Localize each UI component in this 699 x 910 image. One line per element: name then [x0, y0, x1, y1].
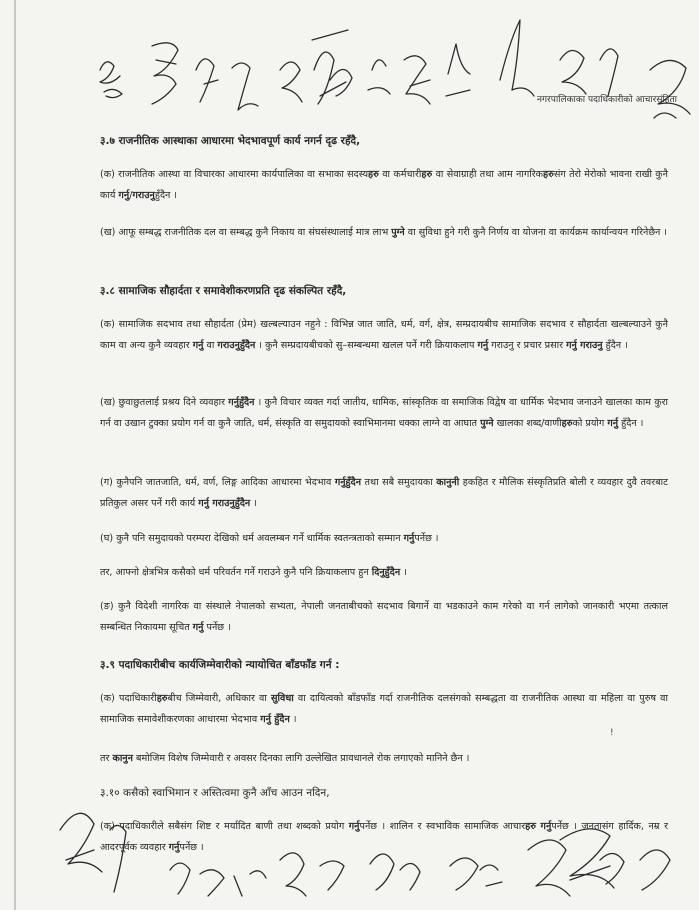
text-fragment: / — [129, 190, 133, 201]
text-fragment: हरु — [421, 169, 433, 180]
signatures-bottom — [0, 790, 699, 910]
text-fragment: गर्नुहुँदैन — [334, 477, 362, 488]
text-fragment: सुविधा — [271, 693, 294, 704]
para-3-9-tara — [100, 748, 668, 769]
text-fragment: (ख) छुवाछुतलाई प्रश्रय दिने व्यवहार — [100, 397, 229, 408]
text-fragment: (क) सामाजिक सदभाव तथा सौहार्दता (प्रेम) खल्बल्याउन नहुने : विभिन्न जात जाति, धर्म, वर्ग, क्षेत्र, सम्प्रदायबीच सामाजिक सदभाव र सौहार्दता खल्बल्याउने कुनै काम वा अन्य कुनै व्यवहार — [100, 319, 668, 351]
text-fragment: (ग) कुनैपनि जातजाति, धर्म, वर्ण, लिङ्ग आदिका आधारमा भेदभाव — [100, 477, 335, 488]
text-fragment: पर्नेछ । — [414, 533, 439, 544]
para-3-8-nga — [100, 596, 668, 638]
text-fragment: हरु — [561, 418, 573, 429]
text-fragment: गराउनु — [132, 190, 155, 201]
text-fragment: पर्नेछ । शालिन र स्वभाविक सामाजिक आचार — [359, 821, 526, 832]
text-fragment: गर्नु गराउनु — [566, 340, 603, 351]
text-fragment: पुग्ने — [480, 418, 494, 429]
text-fragment: तथा सबै समुदायका — [361, 477, 437, 488]
text-fragment: गर्नुहुँदैन — [228, 397, 255, 408]
text-fragment: गर्नु — [607, 418, 619, 429]
text-fragment: गर्नु — [540, 821, 552, 832]
text-fragment: पर्नेछ । — [179, 842, 204, 853]
text-fragment: हुँदैन । — [154, 190, 178, 201]
text-fragment: (क) पदाधिकारी — [100, 693, 157, 704]
text-fragment: को प्रयोग — [572, 418, 608, 429]
text-fragment: (क) राजनीतिक आस्था वा विचारका आधारमा कार्यपालिका वा सभाका सदस्य — [100, 169, 369, 180]
text-fragment: गर्नु हुँदैन — [260, 714, 290, 725]
text-fragment: कानुनी — [436, 477, 460, 488]
text-fragment: बीच जिम्मेवारी, अधिकार वा — [167, 693, 272, 704]
para-3-8-gha — [100, 528, 668, 549]
para-3-7-ka — [100, 164, 668, 206]
text-fragment: गर्नु — [192, 340, 204, 351]
text-fragment: गर्नु गराउनुहुँदैन — [198, 498, 251, 509]
para-3-9-ka — [100, 688, 668, 730]
para-3-8-ka — [100, 314, 668, 356]
text-fragment: । — [250, 498, 257, 509]
para-3-8-kha — [100, 392, 668, 434]
text-fragment: हरु — [156, 693, 168, 704]
text-fragment: हुँदैन । — [618, 418, 644, 429]
text-fragment: गर्नु — [477, 340, 489, 351]
text-fragment: गर्नु — [118, 190, 130, 201]
text-fragment: गर्नु — [168, 842, 180, 853]
para-3-8-tara — [100, 562, 668, 583]
header-title: नगरपालिकाका पदाधिकारीको आचारसंहिता — [537, 95, 677, 105]
text-fragment: खालका शब्द/वाणी — [493, 418, 562, 429]
text-fragment: गर्नु — [192, 622, 204, 633]
text-fragment: । कुनै विचार व्यक्त गर्दा जातीय, धामिक, सांस्कृतिक वा समाजिक विद्वेष वा धार्मिक भेदभाव जनाउने खालका काम कुरा गर्न वा उखान टुक्का प्रयोग गर्न वा कुनै जाति, धर्म, संस्कृति वा समुदायको स्वाभिमानमा धक्का लाग्ने वा आघात — [100, 397, 669, 429]
text-fragment: (घ) कुनै पनि समुदायको परम्परा देखिको धर्म अवलम्बन गर्ने धार्मिक स्वतन्त्रताको सम्मान — [100, 533, 404, 544]
text-fragment: (ङ) कुनै विदेशी नागरिक वा संस्थाले नेपालको सभ्यता, नेपाली जनताबीचको सदभाव बिगार्ने वा भडकाउने काम गरेको वा गर्न लागेको जानकारी भएमा तत्काल सम्बन्धित निकायमा सूचित — [100, 601, 668, 633]
text-fragment: (क) पदाधिकारीले सबैसंग शिष्ट र मर्यादित बाणी तथा शब्दको प्रयोग — [100, 821, 349, 832]
text-fragment: पर्नेछ । — [203, 622, 231, 633]
text-fragment: पर्नेछ । जनतासंग हार्दिक, नम्र र आदरपूर्वक व्यवहार — [100, 821, 668, 853]
text-fragment: (ख) आफू सम्बद्ध राजनीतिक दल वा सम्बद्ध कुनै निकाय वा संघसंस्थालाई मात्र लाभ — [100, 227, 392, 238]
tick-mark: ! — [610, 728, 614, 738]
section-heading-3-10: ३.१० कसैको स्वाभिमान र अस्तित्वमा कुनै आँच आउन नदिन, — [100, 787, 330, 799]
text-fragment: वा दायित्वको बाँडफाँड गर्दा राजनीतिक दलसंगको सम्बद्धता वा राजनीतिक आस्था वा महिला वा पुरुष वा सामाजिक समावेशीकरणका आधारमा भेदभाव — [100, 693, 668, 725]
text-fragment: । — [400, 567, 407, 578]
text-fragment: वा — [203, 340, 218, 351]
text-fragment: हरु — [368, 169, 379, 180]
para-3-7-kha — [100, 222, 668, 243]
text-fragment: गराउनुहुँदैन — [217, 340, 256, 351]
text-fragment: तर — [100, 753, 113, 764]
text-fragment: वा सुविधा हुने गरी कुनै निर्णय वा योजना वा कार्यक्रम कार्यान्वयन गरिनेछैन । — [404, 227, 668, 238]
signatures-top — [0, 0, 699, 140]
text-fragment: हकहित र मौलिक संस्कृतिप्रति बोली र व्यवहार दुवै तवरबाट प्रतिकुल असर पर्ने गरी कार्य — [100, 477, 668, 509]
text-fragment: । कुनै सम्प्रदायबीचको सु–सम्बन्धमा खलल पर्ने गरी क्रियाकलाप — [255, 340, 478, 351]
text-fragment: पुग्ने — [391, 227, 405, 238]
text-fragment: संग तेरो मेरोको भावना राखी कुनै कार्य — [100, 169, 668, 201]
text-fragment: वा कर्मचारी — [378, 169, 422, 180]
text-fragment: हरु — [543, 169, 554, 180]
section-heading-3-8: ३.८ सामाजिक सौहार्दता र समावेशीकरणप्रति दृढ संकल्पित रहँदै, — [100, 285, 347, 297]
text-fragment: हुँदैन । — [602, 340, 628, 351]
section-heading-3-9: ३.९ पदाधिकारीबीच कार्यजिम्मेवारीको न्यायोचित बाँडफाँड गर्न : — [100, 659, 340, 671]
text-fragment: वा सेवाग्राही तथा आम नागरिक — [432, 169, 544, 180]
text-fragment: गर्नु — [403, 533, 415, 544]
text-fragment: तर, आफ्नो क्षेत्रभित्र कसैको धर्म परिवर्तन गर्ने गराउने कुनै पनि क्रियाकलाप हुन — [100, 567, 372, 578]
text-fragment: हरु — [525, 821, 536, 832]
text-fragment: दिनुहुँदैन — [371, 567, 401, 578]
section-heading-3-7: ३.७ राजनीतिक आस्थाका आधारमा भेदभावपूर्ण कार्य नगर्न दृढ रहँदै, — [100, 135, 361, 147]
para-3-8-ga — [100, 472, 668, 514]
text-fragment: गराउनु र प्रचार प्रसार — [488, 340, 567, 351]
text-fragment: । — [289, 714, 297, 725]
text-fragment: गर्नु — [348, 821, 360, 832]
text-fragment: बमोजिम विशेष जिम्मेवारी र अवसर दिनका लागि उल्लेखित प्रावधानले रोक लगाएको मानिने छैन । — [132, 753, 470, 764]
text-fragment: कानुन — [112, 753, 133, 764]
